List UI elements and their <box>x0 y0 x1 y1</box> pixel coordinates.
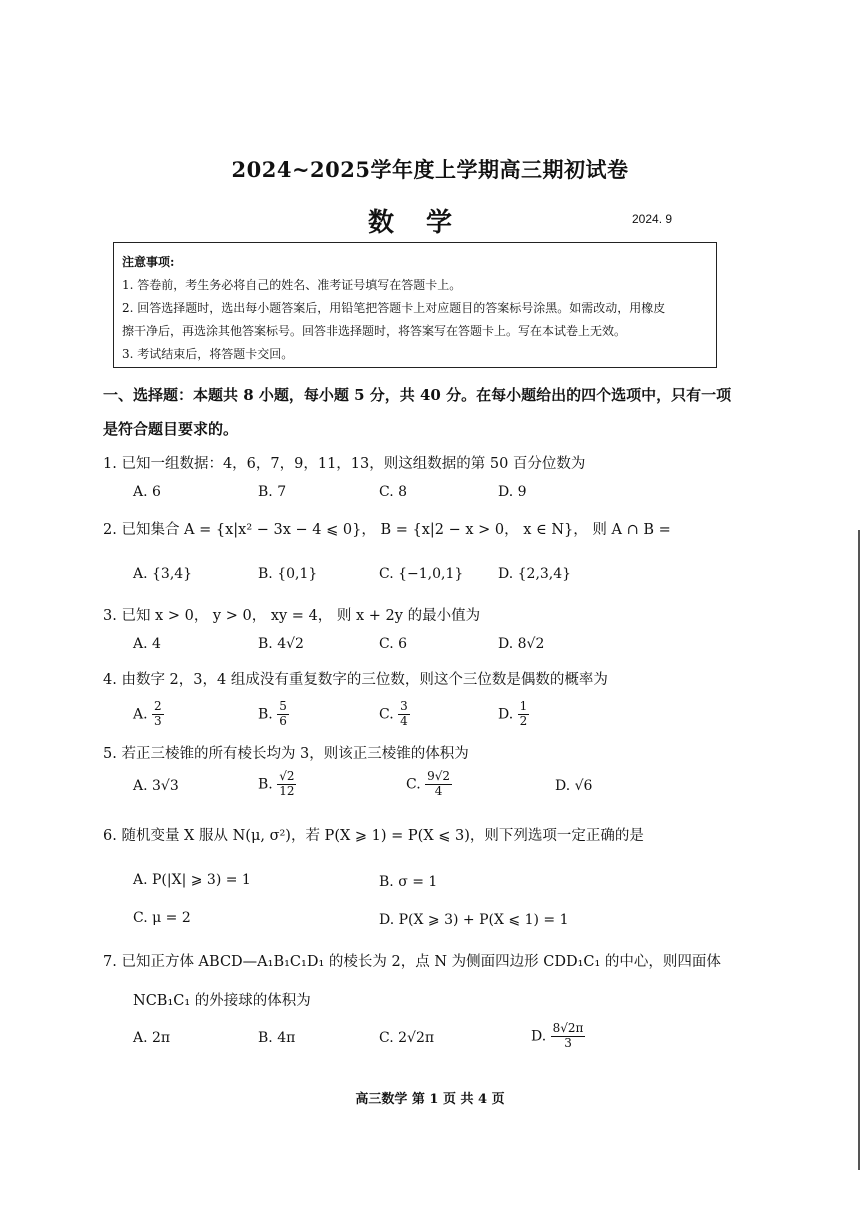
question-3-option-a: A. 4 <box>133 636 161 652</box>
numerator: 1 <box>519 699 528 713</box>
question-7-stem-continued: NCB₁C₁ 的外接球的体积为 <box>133 993 311 1009</box>
fraction <box>551 1022 586 1051</box>
section-heading-line-2: 是符合题目要求的。 <box>103 420 239 438</box>
denominator: 6 <box>279 713 287 728</box>
numerator: 5 <box>279 699 287 713</box>
question-4-option-a <box>133 700 164 729</box>
option-letter: C. <box>406 776 421 793</box>
question-3-stem: 3. 已知 x > 0， y > 0， xy = 4， 则 x + 2y 的最小值为 <box>103 608 481 624</box>
option-letter: C. <box>379 706 394 723</box>
notice-line-4: 3. 考试结束后，将答题卡交回。 <box>122 347 294 361</box>
fraction <box>152 700 164 729</box>
fraction <box>277 770 296 799</box>
question-4-option-c <box>379 700 410 729</box>
notice-line-2: 2. 回答选择题时，选出每小题答案后，用铅笔把答题卡上对应题目的答案标号涂黑。如需改动，用橡皮 <box>122 301 666 315</box>
option-letter: D. <box>531 1028 547 1045</box>
option-letter: D. <box>498 706 514 723</box>
question-3-option-c: C. 6 <box>379 636 408 652</box>
question-3-option-b: B. 4√2 <box>258 636 304 652</box>
question-1-stem: 1. 已知一组数据：4，6，7，9，11，13，则这组数据的第 50 百分位数为 <box>103 456 586 472</box>
numerator: 3 <box>400 699 408 713</box>
subject-title: 数学 <box>368 208 485 238</box>
question-3-option-d: D. 8√2 <box>498 636 545 652</box>
notice-line-3: 擦干净后，再选涂其他答案标号。回答非选择题时，将答案写在答题卡上。写在本试卷上无效。 <box>122 324 627 338</box>
question-6-option-c: C. μ = 2 <box>133 910 191 926</box>
question-7-option-b: B. 4π <box>258 1030 296 1046</box>
question-4-option-d <box>498 700 529 729</box>
question-6-option-a: A. P(|X| ⩾ 3) = 1 <box>133 872 251 888</box>
question-5-stem: 5. 若正三棱锥的所有棱长均为 3，则该正三棱锥的体积为 <box>103 746 469 762</box>
denominator: 3 <box>564 1035 572 1050</box>
denominator: 12 <box>279 783 295 798</box>
question-6-stem: 6. 随机变量 X 服从 N(μ, σ²)，若 P(X ⩾ 1) = P(X ⩽ 3)，则下列选项一定正确的是 <box>103 828 644 844</box>
numerator: √2 <box>279 769 295 783</box>
question-5-option-c <box>406 770 452 799</box>
denominator: 4 <box>434 783 443 798</box>
question-7-option-d <box>531 1022 585 1051</box>
denominator: 2 <box>519 713 528 728</box>
option-letter: A. <box>133 706 148 723</box>
exam-title: 2024~2025学年度上学期高三期初试卷 <box>231 157 629 182</box>
numerator: 8√2π <box>552 1021 584 1035</box>
question-7-stem: 7. 已知正方体 ABCD—A₁B₁C₁D₁ 的棱长为 2，点 N 为侧面四边形 CDD₁C₁ 的中心，则四面体 <box>103 954 721 970</box>
question-7-option-a: A. 2π <box>133 1030 171 1046</box>
question-1-option-c: C. 8 <box>379 484 408 500</box>
question-1-option-a: A. 6 <box>133 484 161 500</box>
fraction <box>398 700 410 729</box>
question-1-option-d: D. 9 <box>498 484 527 500</box>
question-6-option-d: D. P(X ⩾ 3) + P(X ⩽ 1) = 1 <box>379 912 569 928</box>
question-7-option-c: C. 2√2π <box>379 1030 435 1046</box>
question-5-option-a: A. 3√3 <box>133 778 179 794</box>
question-4-stem: 4. 由数字 2，3，4 组成没有重复数字的三位数，则这个三位数是偶数的概率为 <box>103 672 608 688</box>
question-1-option-b: B. 7 <box>258 484 287 500</box>
numerator: 2 <box>154 699 162 713</box>
question-6-option-b: B. σ = 1 <box>379 874 438 890</box>
numerator: 9√2 <box>427 769 451 783</box>
fraction <box>425 770 452 799</box>
denominator: 3 <box>154 713 162 728</box>
fraction <box>277 700 289 729</box>
option-letter: B. <box>258 706 273 723</box>
exam-date: 2024. 9 <box>632 212 673 226</box>
question-2-option-d: D. {2,3,4} <box>498 566 572 582</box>
page-footer: 高三数学 第 1 页 共 4 页 <box>355 1092 505 1107</box>
question-5-option-b <box>258 770 296 799</box>
question-4-option-b <box>258 700 289 729</box>
question-2-stem: 2. 已知集合 A = {x|x² − 3x − 4 ⩽ 0}， B = {x|2 − x > 0， x ∈ N}， 则 A ∩ B = <box>103 522 671 538</box>
question-2-option-c: C. {−1,0,1} <box>379 566 464 582</box>
notice-title: 注意事项: <box>122 255 175 269</box>
notice-line-1: 1. 答卷前，考生务必将自己的姓名、准考证号填写在答题卡上。 <box>122 278 462 292</box>
fraction <box>518 700 530 729</box>
section-heading-line-1: 一、选择题：本题共 8 小题，每小题 5 分，共 40 分。在每小题给出的四个选项中，只有一项 <box>103 386 732 404</box>
question-2-option-a: A. {3,4} <box>133 566 193 582</box>
option-letter: B. <box>258 776 273 793</box>
question-5-option-d: D. √6 <box>555 778 593 794</box>
question-2-option-b: B. {0,1} <box>258 566 318 582</box>
denominator: 4 <box>400 713 408 728</box>
notice-box <box>113 242 717 368</box>
